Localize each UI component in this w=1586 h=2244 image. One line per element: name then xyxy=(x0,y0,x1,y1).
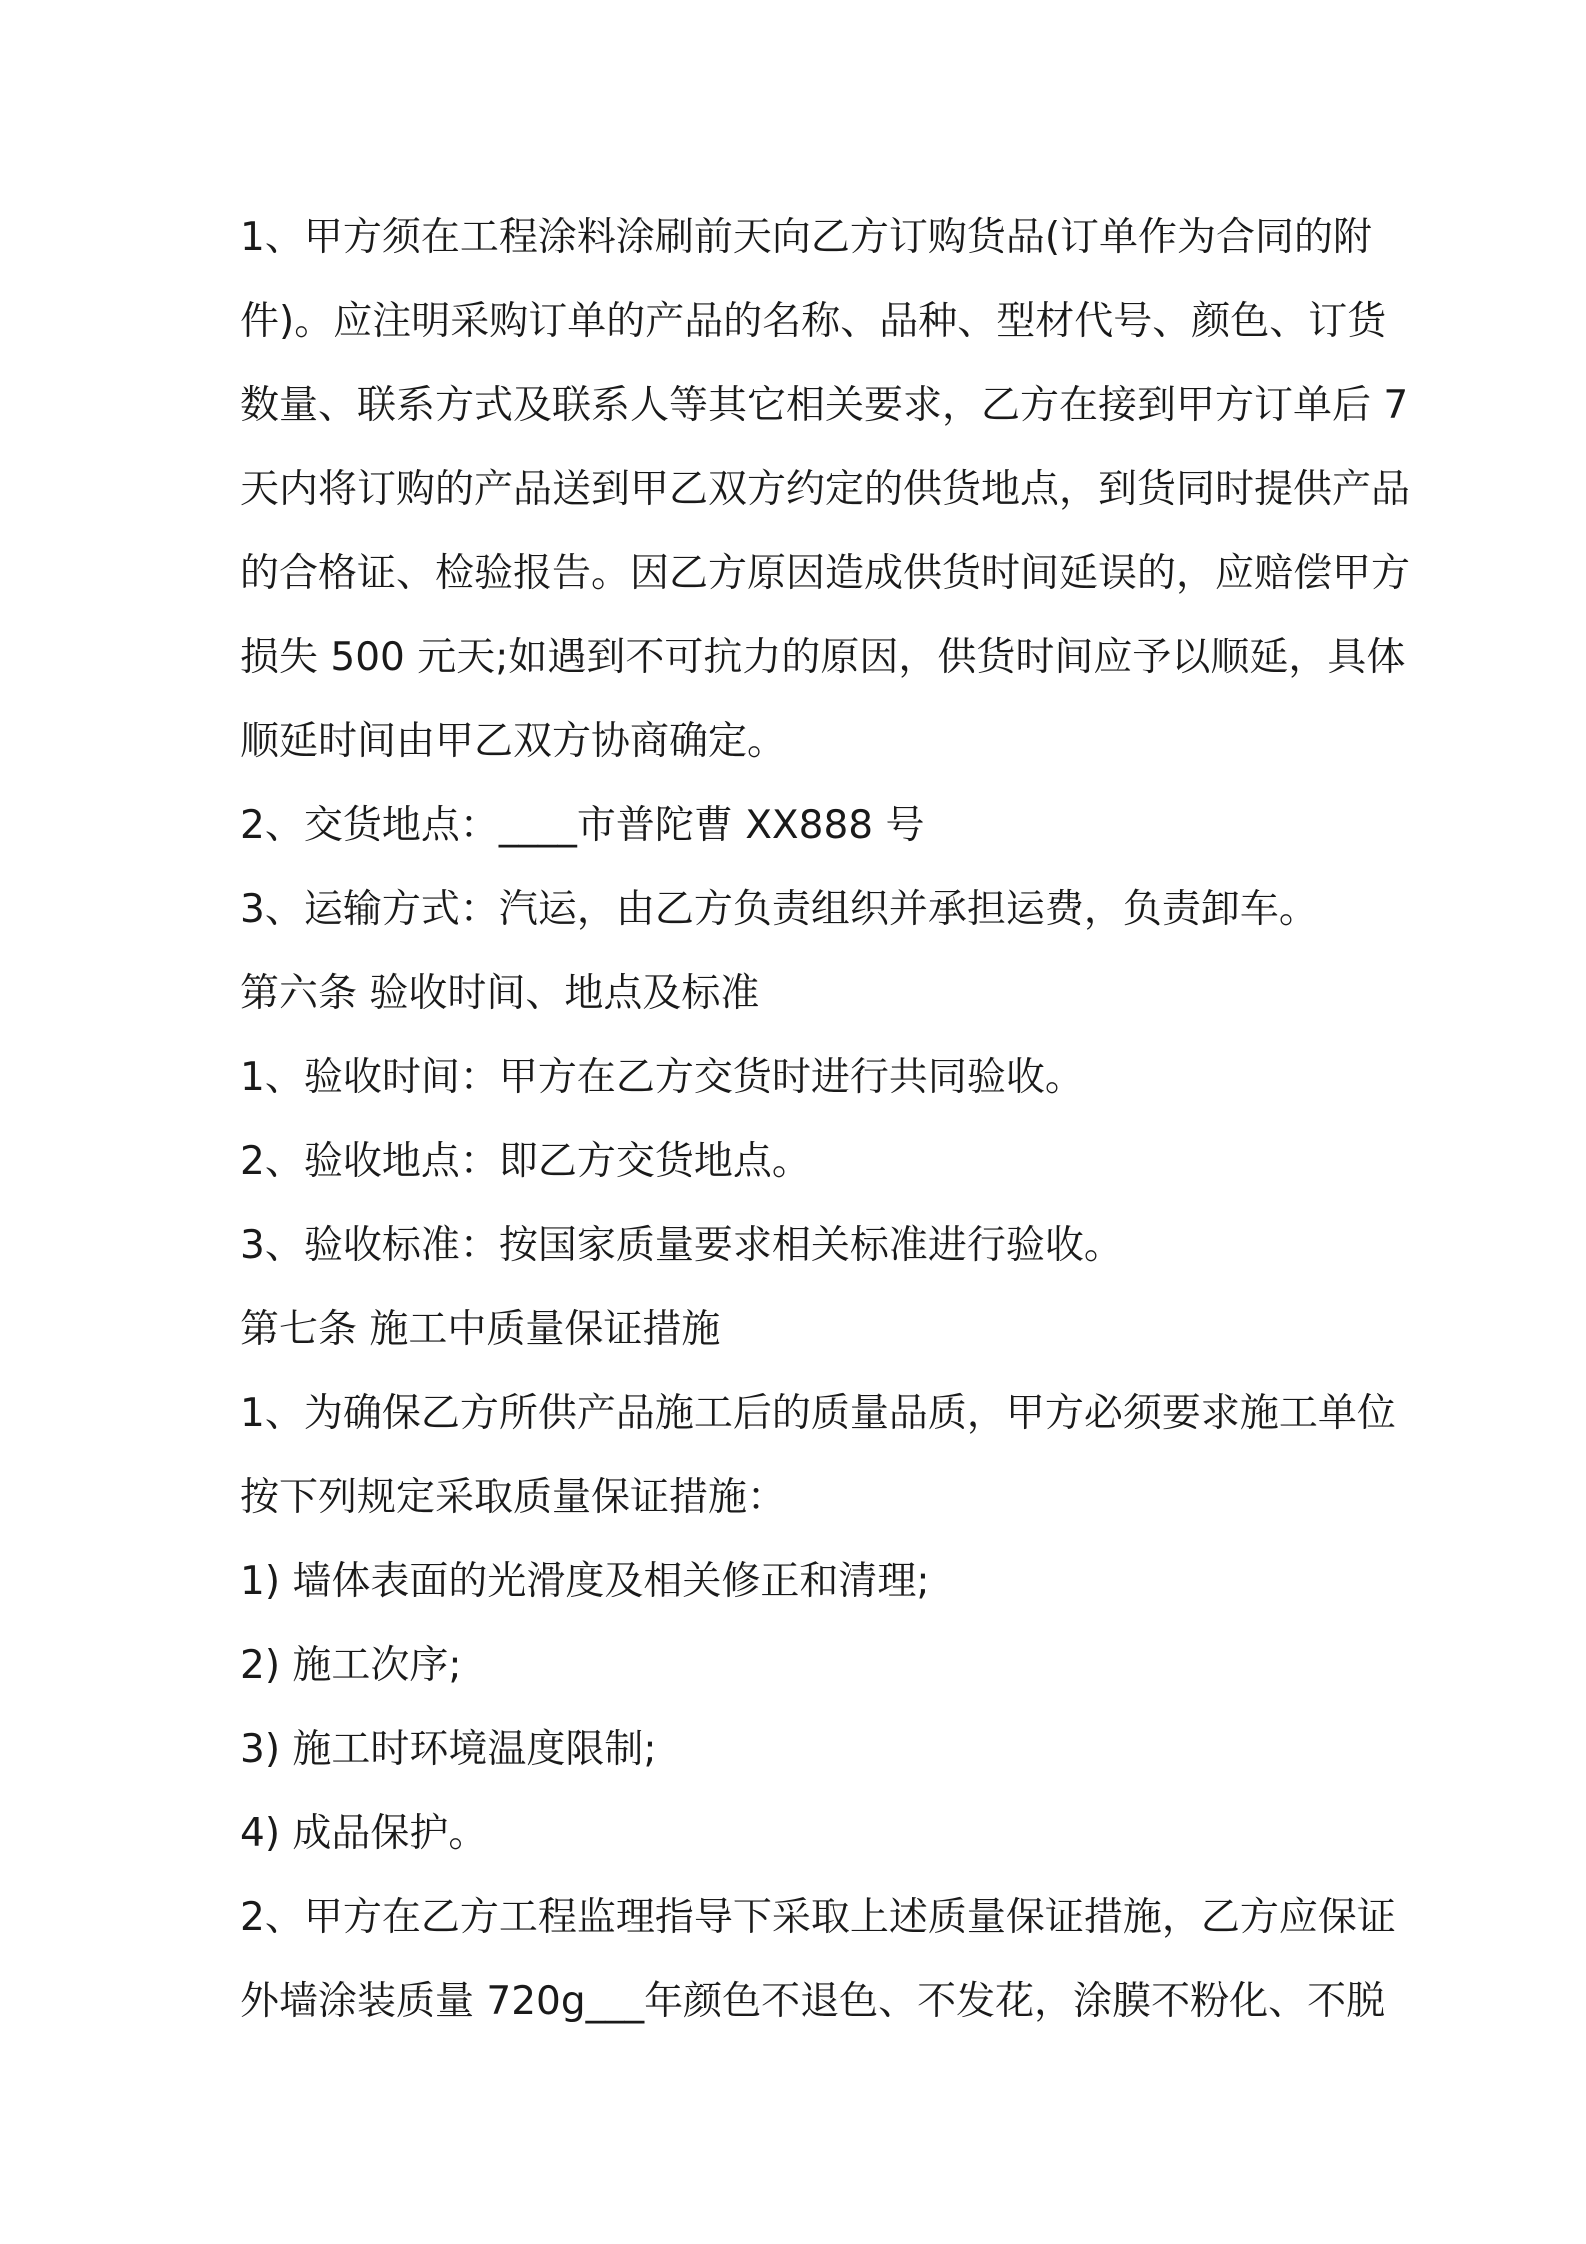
text-line: 损失 500 元天;如遇到不可抗力的原因，供货时间应予以顺延，具体 xyxy=(240,635,1406,680)
text-line: 2、甲方在乙方工程监理指导下采取上述质量保证措施，乙方应保证 xyxy=(240,1895,1396,1940)
text-line: 按下列规定采取质量保证措施： xyxy=(240,1475,787,1520)
text-line: 数量、联系方式及联系人等其它相关要求，乙方在接到甲方订单后 7 xyxy=(240,383,1409,428)
list-item: 4) 成品保护。 xyxy=(240,1811,488,1856)
inspection-location-line: 2、验收地点：即乙方交货地点。 xyxy=(240,1139,811,1184)
section-heading-article-6: 第六条 验收时间、地点及标准 xyxy=(240,971,760,1016)
transport-method-line: 3、运输方式：汽运，由乙方负责组织并承担运费，负责卸车。 xyxy=(240,887,1318,932)
inspection-standard-line: 3、验收标准：按国家质量要求相关标准进行验收。 xyxy=(240,1223,1123,1268)
delivery-location-line: 2、交货地点：____市普陀曹 XX888 号 xyxy=(240,803,925,848)
section-heading-article-7: 第七条 施工中质量保证措施 xyxy=(240,1307,721,1352)
text-line: 天内将订购的产品送到甲乙双方约定的供货地点，到货同时提供产品 xyxy=(240,467,1411,512)
list-item: 3) 施工时环境温度限制; xyxy=(240,1727,657,1772)
list-item: 1) 墙体表面的光滑度及相关修正和清理; xyxy=(240,1559,930,1604)
text-line: 顺延时间由甲乙双方协商确定。 xyxy=(240,719,787,764)
contract-body xyxy=(240,196,1411,2044)
list-item: 2) 施工次序; xyxy=(240,1643,462,1688)
text-line: 的合格证、检验报告。因乙方原因造成供货时间延误的，应赔偿甲方 xyxy=(240,551,1411,596)
text-line: 1、为确保乙方所供产品施工后的质量品质，甲方必须要求施工单位 xyxy=(240,1391,1396,1436)
text-line: 1、甲方须在工程涂料涂刷前天向乙方订购货品(订单作为合同的附 xyxy=(240,215,1373,260)
inspection-time-line: 1、验收时间：甲方在乙方交货时进行共同验收。 xyxy=(240,1055,1084,1100)
text-line: 件)。应注明采购订单的产品的名称、品种、型材代号、颜色、订货 xyxy=(240,299,1387,344)
text-line: 外墙涂装质量 720g___年颜色不退色、不发花，涂膜不粉化、不脱 xyxy=(240,1979,1386,2024)
